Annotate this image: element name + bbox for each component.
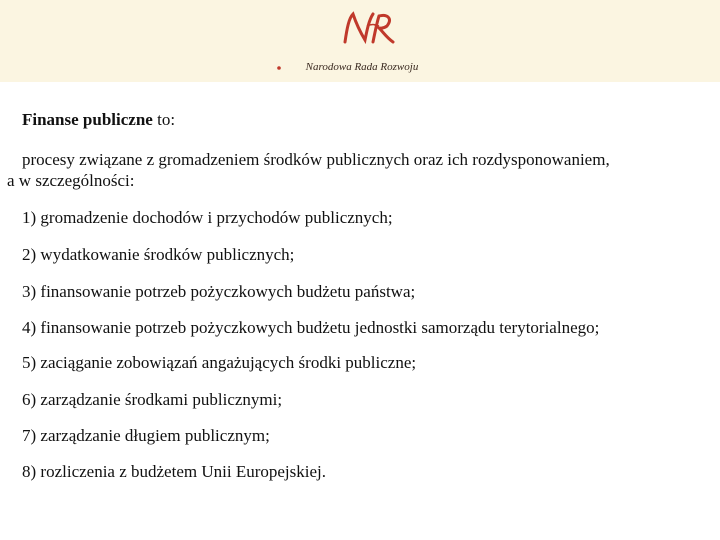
list-item: 7) zarządzanie długiem publicznym;: [22, 426, 270, 445]
list-item: 6) zarządzanie środkami publicznymi;: [22, 390, 283, 409]
intro-line-2: a w szczególności:: [7, 171, 135, 190]
list-item: 5) zaciąganie zobowiązań angażujących środki publiczne;: [22, 353, 417, 372]
definition-suffix: to:: [152, 110, 176, 129]
list-item: 4) finansowanie potrzeb pożyczkowych budżetu jednostki samorządu terytorialnego;: [22, 318, 600, 337]
intro-line-1: procesy związane z gromadzeniem środków publicznych oraz ich rozdysponowaniem,: [22, 150, 610, 169]
list-item: 8) rozliczenia z budżetem Unii Europejskiej.: [22, 462, 326, 481]
svg-text:Narodowa Rada Rozwoju: Narodowa Rada Rozwoju: [305, 61, 419, 73]
definition-term: Finanse publiczne: [22, 110, 153, 129]
definition-heading: [22, 110, 175, 130]
list-item: 2) wydatkowanie środków publicznych;: [22, 245, 295, 264]
list-item: 3) finansowanie potrzeb pożyczkowych budżetu państwa;: [22, 282, 416, 301]
list-item: 1) gromadzenie dochodów i przychodów publicznych;: [22, 208, 393, 227]
